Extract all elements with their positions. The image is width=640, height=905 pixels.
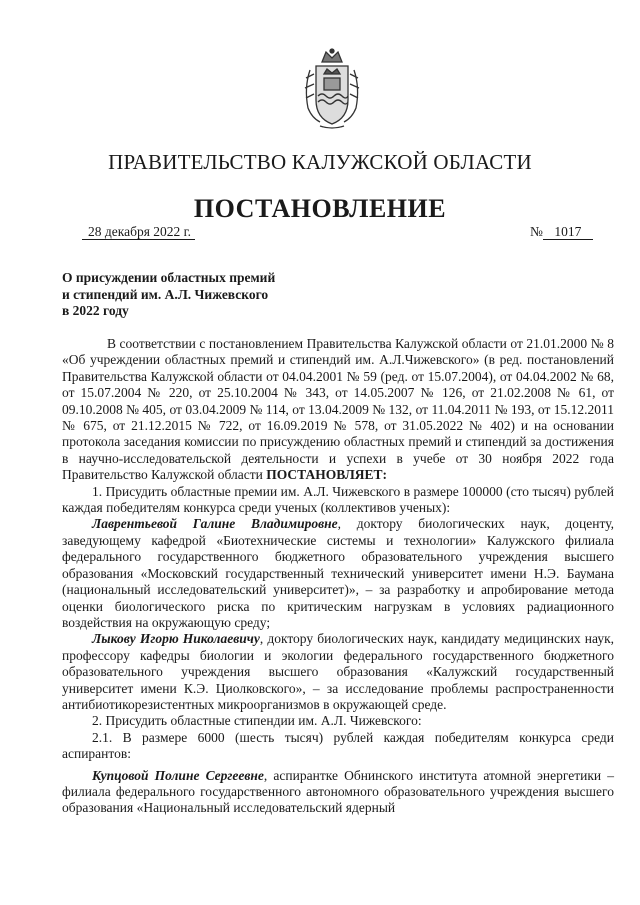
laureate-1-text: , доктору биологических наук, доценту, заведующему кафедрой «Биотехнические системы и технологии» Калужского филиала федерального государственного бюджетного образовательного учреждения высшего образования «Московский государственный технический университет имени Н.Э. Баумана (национальный исследовательский университет)», – за разработку и апробирование метода оценки биологического риска по критическим нагрузкам в условиях радиационного воздействия на окружающую среду; [62, 516, 614, 630]
number-value: 1017 [543, 224, 593, 240]
document-date: 28 декабря 2022 г. [82, 224, 195, 240]
subject-line: О присуждении областных премий [62, 270, 276, 285]
decree-word: ПОСТАНОВЛЯЕТ: [266, 467, 388, 483]
subject-line: в 2022 году [62, 303, 129, 318]
subject-line: и стипендий им. А.Л. Чижевского [62, 286, 269, 302]
laureate-2-text: , доктору биологических наук, кандидату медицинских наук, профессору кафедры биологии и экологии федерального государственного бюджетного образовательного учреждения высшего образования «Калужский государственный университет имени К.Э. Циолковского», – за исследование проблемы распространенности антибиотикорезистентных микроорганизмов в окружающей среде. [62, 631, 614, 712]
laureate-1-name: Лаврентьевой Галине Владимировне [92, 516, 338, 532]
document-type-title: ПОСТАНОВЛЕНИЕ [193, 194, 447, 223]
student-1-name: Купцовой Полине Сергеевне [92, 767, 264, 783]
laureate-2-paragraph [62, 631, 614, 713]
document-subject [62, 270, 322, 320]
preamble-text: В соответствии с постановлением Правительства Калужской области от 21.01.2000 № 8 «Об учреждении областных премий и стипендий им. А.Л.Чижевского» (в ред. постановлений Правительства Калужской области от 04.04.2001 № 59 (ред. от 15.07.2004), от 04.04.2002 № 68, от 15.07.2004 № 220, от 25.10.2004 № 343, от 14.05.2007 № 126, от 21.02.2008 № 61, от 09.10.2008 № 405, от 03.04.2009 № 114, от 13.04.2009 № 132, от 11.04.2011 № 193, от 15.12.2011 № 675, от 21.12.2015 № 722, от 16.09.2019 № 578, от 31.05.2022 № 402) и на основании протокола заседания комиссии по присуждению областных премий и стипендий за достижения в научно-исследовательской деятельности и успехи в учебе от 30 ноября 2022 года Правительство Калужской области [62, 336, 614, 483]
student-1-paragraph [62, 768, 614, 817]
coat-of-arms-icon [300, 48, 364, 130]
number-sign: № [530, 224, 543, 239]
document-number [530, 224, 593, 240]
preamble-paragraph [62, 336, 614, 484]
government-title: ПРАВИТЕЛЬСТВО КАЛУЖСКОЙ ОБЛАСТИ [108, 150, 532, 174]
item-1-paragraph: 1. Присудить областные премии им. А.Л. Чижевского в размере 100000 (сто тысяч) рублей каждая победителям конкурса среди ученых (коллективов ученых): [62, 483, 614, 516]
document-body [62, 336, 614, 817]
item-2-1-paragraph: 2.1. В размере 6000 (шесть тысяч) рублей каждая победителям конкурса среди аспирантов: [62, 729, 614, 762]
student-1-text: , аспирантке Обнинского института атомной энергетики – филиала федерального государственного автономного образовательного учреждения высшего образования «Национальный исследовательский ядерный [62, 767, 614, 816]
laureate-1-paragraph [62, 516, 614, 631]
item-2-paragraph: 2. Присудить областные стипендии им. А.Л. Чижевского: [92, 713, 422, 729]
laureate-2-name: Лыкову Игорю Николаевичу [92, 631, 260, 647]
